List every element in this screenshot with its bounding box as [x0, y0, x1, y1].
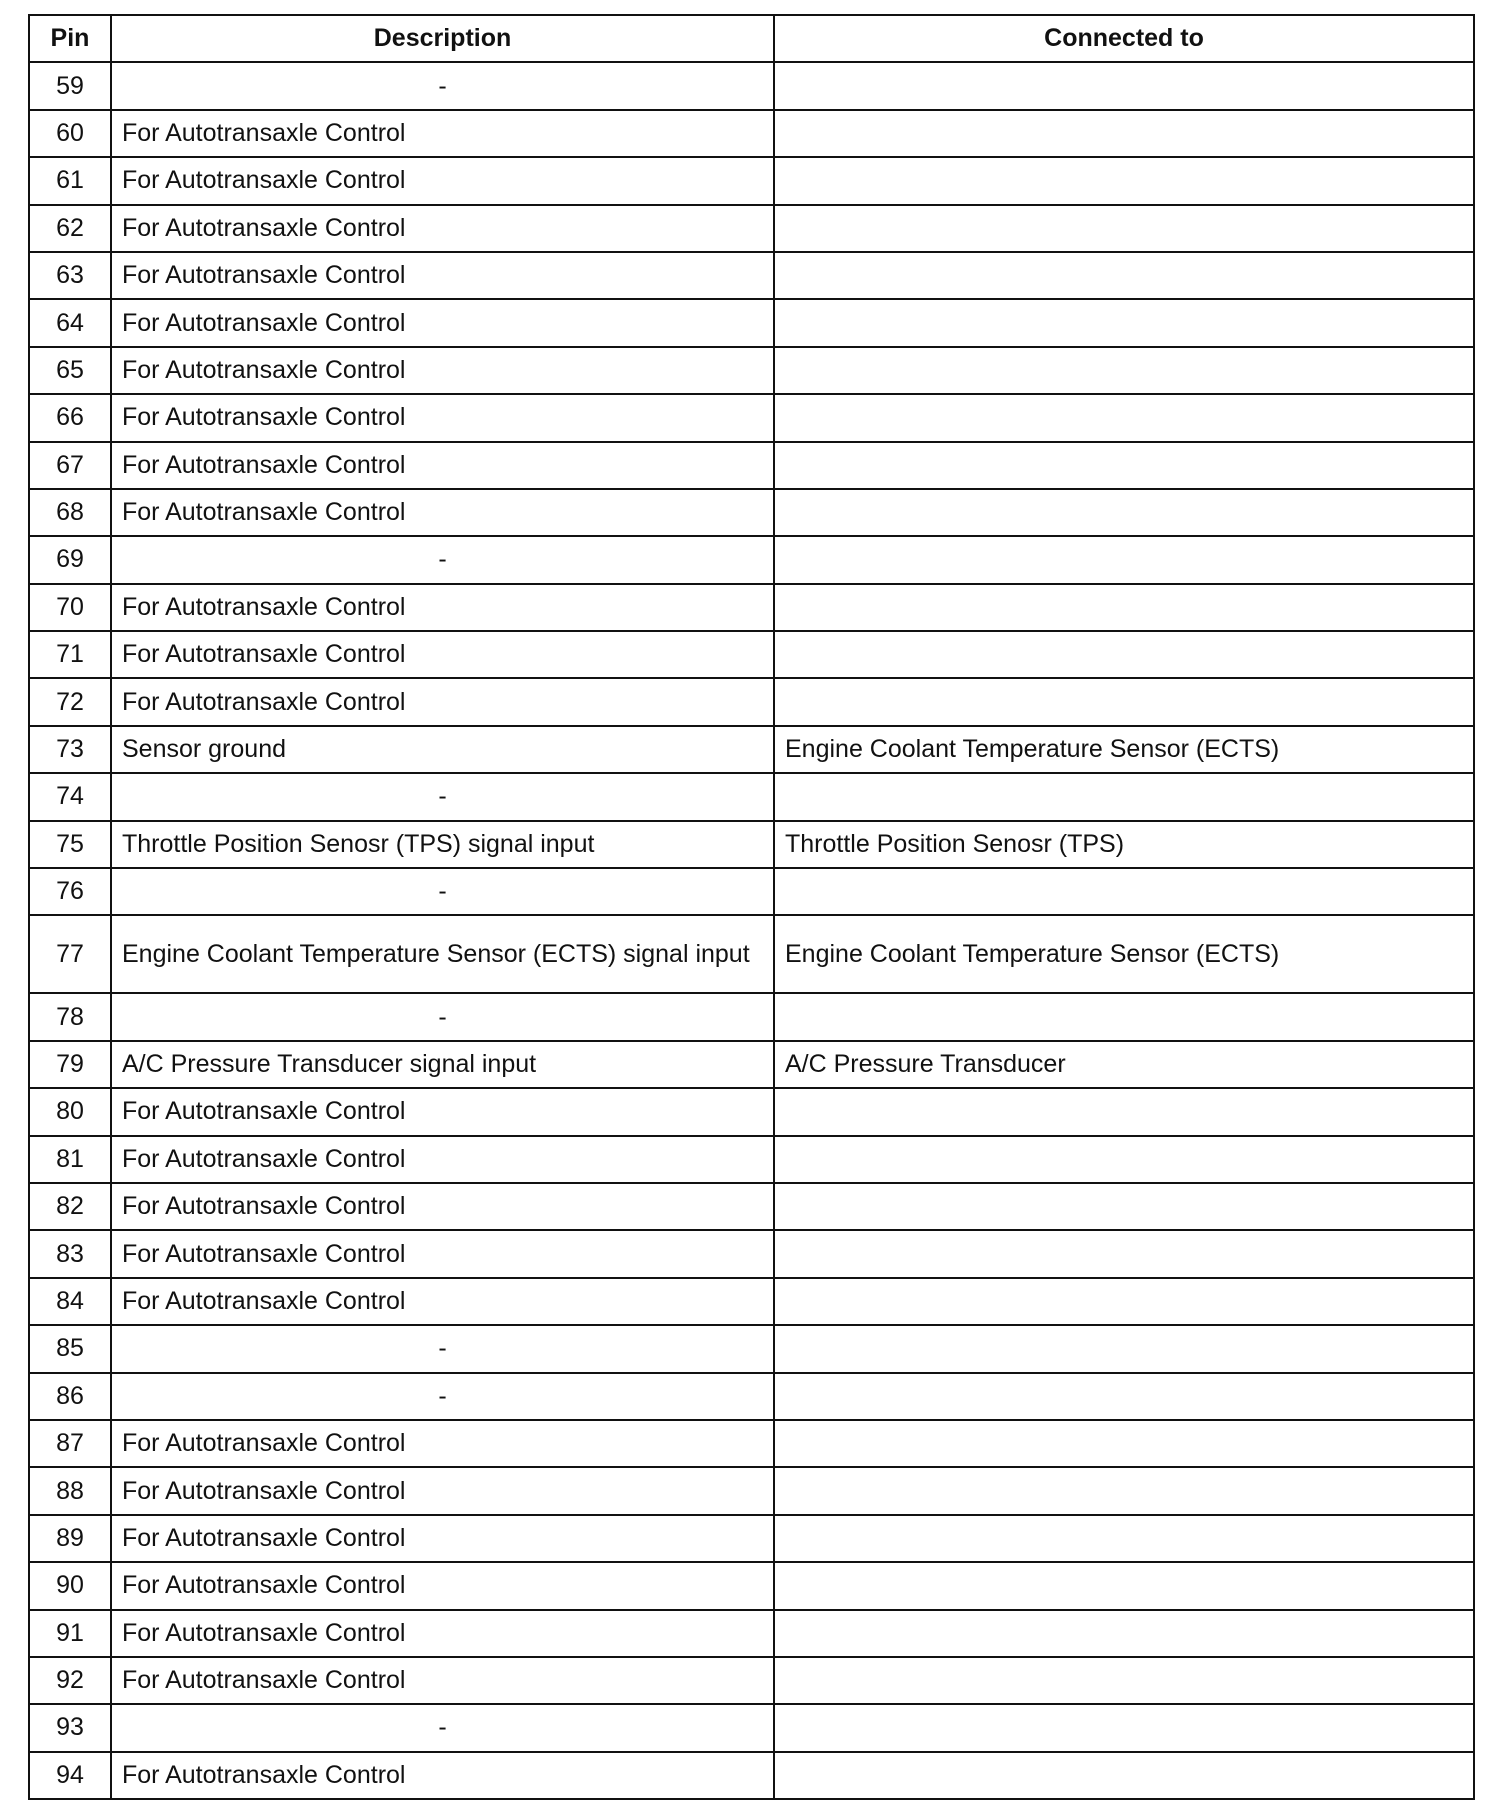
description-cell: For Autotransaxle Control — [111, 299, 774, 346]
pin-cell: 79 — [29, 1041, 111, 1088]
table-row — [29, 1183, 1474, 1230]
connected-to-cell — [774, 631, 1474, 678]
table-row — [29, 1278, 1474, 1325]
pin-cell: 93 — [29, 1704, 111, 1751]
table-row — [29, 1088, 1474, 1135]
pin-cell: 85 — [29, 1325, 111, 1372]
table-row — [29, 678, 1474, 725]
connected-to-cell — [774, 347, 1474, 394]
description-cell: - — [111, 993, 774, 1040]
connected-to-cell — [774, 1562, 1474, 1609]
description-cell: For Autotransaxle Control — [111, 1230, 774, 1277]
table-row — [29, 1041, 1474, 1088]
description-cell: For Autotransaxle Control — [111, 1515, 774, 1562]
connected-to-cell — [774, 157, 1474, 204]
connected-to-cell — [774, 1230, 1474, 1277]
table-row — [29, 1136, 1474, 1183]
table-row — [29, 915, 1474, 993]
description-cell: For Autotransaxle Control — [111, 631, 774, 678]
connected-to-cell — [774, 1704, 1474, 1751]
table-row — [29, 1420, 1474, 1467]
table-row — [29, 489, 1474, 536]
pin-cell: 92 — [29, 1657, 111, 1704]
connected-to-cell — [774, 1610, 1474, 1657]
connected-to-cell: A/C Pressure Transducer — [774, 1041, 1474, 1088]
header-description: Description — [111, 15, 774, 62]
description-cell: For Autotransaxle Control — [111, 1136, 774, 1183]
pin-cell: 78 — [29, 993, 111, 1040]
description-cell: - — [111, 1325, 774, 1372]
table-row — [29, 773, 1474, 820]
connected-to-cell — [774, 62, 1474, 109]
connected-to-cell — [774, 584, 1474, 631]
description-cell: For Autotransaxle Control — [111, 1562, 774, 1609]
pin-cell: 68 — [29, 489, 111, 536]
table-row — [29, 821, 1474, 868]
connected-to-cell — [774, 993, 1474, 1040]
pin-cell: 70 — [29, 584, 111, 631]
pin-table — [28, 14, 1475, 1800]
pin-cell: 67 — [29, 442, 111, 489]
table-row — [29, 1230, 1474, 1277]
table-row — [29, 394, 1474, 441]
connected-to-cell — [774, 205, 1474, 252]
pin-cell: 83 — [29, 1230, 111, 1277]
connected-to-cell — [774, 1136, 1474, 1183]
description-cell: - — [111, 1704, 774, 1751]
table-row — [29, 1610, 1474, 1657]
table-row — [29, 993, 1474, 1040]
description-cell: For Autotransaxle Control — [111, 1657, 774, 1704]
table-row — [29, 157, 1474, 204]
description-cell: For Autotransaxle Control — [111, 1752, 774, 1799]
table-row — [29, 1752, 1474, 1799]
description-cell: For Autotransaxle Control — [111, 442, 774, 489]
pin-cell: 65 — [29, 347, 111, 394]
pin-cell: 91 — [29, 1610, 111, 1657]
pin-cell: 75 — [29, 821, 111, 868]
pin-cell: 77 — [29, 915, 111, 993]
pin-cell: 64 — [29, 299, 111, 346]
connected-to-cell — [774, 1373, 1474, 1420]
connected-to-cell — [774, 1420, 1474, 1467]
table-row — [29, 1373, 1474, 1420]
connected-to-cell — [774, 442, 1474, 489]
description-cell: Sensor ground — [111, 726, 774, 773]
description-cell: For Autotransaxle Control — [111, 252, 774, 299]
pin-cell: 74 — [29, 773, 111, 820]
connected-to-cell — [774, 1278, 1474, 1325]
description-cell: A/C Pressure Transducer signal input — [111, 1041, 774, 1088]
description-cell: Throttle Position Senosr (TPS) signal input — [111, 821, 774, 868]
description-cell: For Autotransaxle Control — [111, 1183, 774, 1230]
header-connected-to: Connected to — [774, 15, 1474, 62]
table-row — [29, 1325, 1474, 1372]
connected-to-cell: Engine Coolant Temperature Sensor (ECTS) — [774, 915, 1474, 993]
description-cell: For Autotransaxle Control — [111, 394, 774, 441]
connected-to-cell — [774, 678, 1474, 725]
table-row — [29, 252, 1474, 299]
connected-to-cell — [774, 1657, 1474, 1704]
connected-to-cell: Throttle Position Senosr (TPS) — [774, 821, 1474, 868]
connected-to-cell — [774, 1088, 1474, 1135]
pin-cell: 80 — [29, 1088, 111, 1135]
table-row — [29, 442, 1474, 489]
connected-to-cell — [774, 1467, 1474, 1514]
description-cell: - — [111, 536, 774, 583]
pin-cell: 76 — [29, 868, 111, 915]
connected-to-cell — [774, 299, 1474, 346]
table-row — [29, 868, 1474, 915]
table-row — [29, 1467, 1474, 1514]
connected-to-cell — [774, 1515, 1474, 1562]
table-row — [29, 1562, 1474, 1609]
description-cell: For Autotransaxle Control — [111, 205, 774, 252]
description-cell: For Autotransaxle Control — [111, 110, 774, 157]
pin-cell: 94 — [29, 1752, 111, 1799]
table-row — [29, 1657, 1474, 1704]
pin-cell: 66 — [29, 394, 111, 441]
pin-cell: 87 — [29, 1420, 111, 1467]
description-cell: For Autotransaxle Control — [111, 489, 774, 536]
table-row — [29, 631, 1474, 678]
header-row — [29, 15, 1474, 62]
description-cell: For Autotransaxle Control — [111, 1278, 774, 1325]
description-cell: For Autotransaxle Control — [111, 347, 774, 394]
description-cell: For Autotransaxle Control — [111, 584, 774, 631]
table-row — [29, 584, 1474, 631]
pin-cell: 82 — [29, 1183, 111, 1230]
connected-to-cell — [774, 536, 1474, 583]
connected-to-cell — [774, 110, 1474, 157]
pin-cell: 61 — [29, 157, 111, 204]
table-row — [29, 205, 1474, 252]
description-cell: - — [111, 1373, 774, 1420]
connected-to-cell — [774, 1752, 1474, 1799]
table-row — [29, 347, 1474, 394]
pin-cell: 73 — [29, 726, 111, 773]
connected-to-cell — [774, 394, 1474, 441]
pin-cell: 63 — [29, 252, 111, 299]
connected-to-cell — [774, 1183, 1474, 1230]
pin-cell: 86 — [29, 1373, 111, 1420]
table-row — [29, 1704, 1474, 1751]
pin-cell: 62 — [29, 205, 111, 252]
connected-to-cell: Engine Coolant Temperature Sensor (ECTS) — [774, 726, 1474, 773]
pin-cell: 59 — [29, 62, 111, 109]
connected-to-cell — [774, 252, 1474, 299]
description-cell: For Autotransaxle Control — [111, 1088, 774, 1135]
connected-to-cell — [774, 489, 1474, 536]
pin-cell: 84 — [29, 1278, 111, 1325]
table-row — [29, 110, 1474, 157]
description-cell: - — [111, 773, 774, 820]
table-row — [29, 62, 1474, 109]
pin-cell: 69 — [29, 536, 111, 583]
pin-cell: 71 — [29, 631, 111, 678]
description-cell: For Autotransaxle Control — [111, 1467, 774, 1514]
pin-cell: 72 — [29, 678, 111, 725]
pin-cell: 89 — [29, 1515, 111, 1562]
pin-cell: 60 — [29, 110, 111, 157]
table-row — [29, 1515, 1474, 1562]
description-cell: - — [111, 868, 774, 915]
header-pin: Pin — [29, 15, 111, 62]
connected-to-cell — [774, 1325, 1474, 1372]
pin-cell: 90 — [29, 1562, 111, 1609]
description-cell: For Autotransaxle Control — [111, 1420, 774, 1467]
description-cell: For Autotransaxle Control — [111, 678, 774, 725]
description-cell: For Autotransaxle Control — [111, 157, 774, 204]
description-cell: For Autotransaxle Control — [111, 1610, 774, 1657]
table-row — [29, 299, 1474, 346]
description-cell: - — [111, 62, 774, 109]
description-cell: Engine Coolant Temperature Sensor (ECTS) signal input — [111, 915, 774, 993]
connected-to-cell — [774, 773, 1474, 820]
connected-to-cell — [774, 868, 1474, 915]
table-row — [29, 726, 1474, 773]
pin-cell: 88 — [29, 1467, 111, 1514]
pin-cell: 81 — [29, 1136, 111, 1183]
table-row — [29, 536, 1474, 583]
